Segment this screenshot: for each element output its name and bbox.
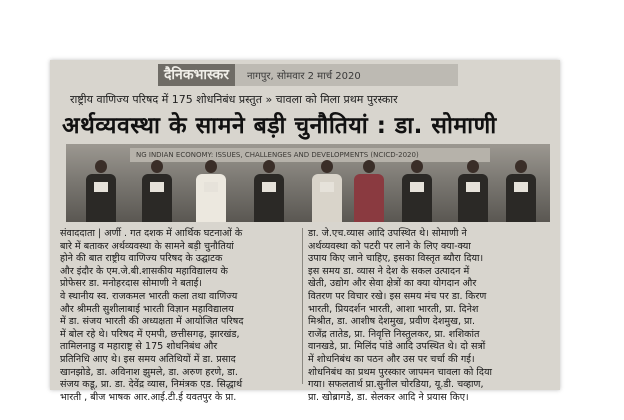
text-line: प्रा. खोब्रागडे, डा. सेलकर आदि ने प्रयास किए। (308, 391, 469, 403)
text-line: गया। सफलतार्थ प्रा.सुनील चोरडिया, यू.डी. चव्हाण, (308, 379, 484, 391)
text-line: प्रतिनिधि आए थे। इस समय अतिथियों में डा. प्रसाद (60, 353, 236, 365)
text-line: और श्रीमती सुशीलाबाई भारती विज्ञान महाविद्यालय (60, 303, 234, 315)
text-line: खानझोडे, डा. अविनाश झुमले, डा. अरुण हरणे, डा. (60, 366, 238, 378)
stage-banner: NG INDIAN ECONOMY: ISSUES, CHALLENGES AND DEVELOPMENTS (NCICD-2020) (130, 148, 490, 162)
person-figure (506, 160, 536, 222)
text-line: बारे में बताकर अर्थव्यवस्था के सामने बड़ी चुनौतियां (60, 240, 234, 252)
person-figure (86, 160, 116, 222)
column-divider (302, 228, 303, 384)
article-headline: अर्थव्यवस्था के सामने बड़ी चुनौतियां : डा. सोमाणी (62, 113, 497, 139)
text-line: संजय कडू, प्रा. डा. देवेंद्र व्यास, निमंत्रक एड. सिद्धार्थ (60, 379, 243, 391)
person-figure (142, 160, 172, 222)
text-line: संवाददाता | अर्णी . गत दशक में आर्थिक घटनाओं के (60, 228, 243, 239)
person-figure (354, 160, 384, 222)
text-line: मिश्रीत, डा. आशीष देशमुख, प्रवीण देशमुख, प्रा. (308, 316, 476, 328)
text-line: राजेंद्र तातेड, प्रा. निवृत्ति निस्तुलकर, प्रा. शशिकांत (308, 328, 480, 340)
newspaper-clipping (50, 60, 560, 403)
article-column-1 (60, 228, 298, 404)
text-line: डा. जे.एच.व्यास आदि उपस्थित थे। सोमाणी ने (308, 228, 467, 239)
person-figure (312, 160, 342, 222)
person-figure (196, 160, 226, 222)
article-kicker: राष्ट्रीय वाणिज्य परिषद में 175 शोधनिबंध प्रस्तुत » चावला को मिला प्रथम पुरस्कार (70, 93, 398, 106)
article-column-2 (308, 228, 552, 404)
text-line: में बोल रहे थे। परिषद में एमपी, छत्तीसगढ़, झारखंड, (60, 328, 240, 340)
text-line: वे स्थानीय स्व. राजकमल भारती कला तथा वाणिज्य (60, 290, 238, 302)
text-line: वानखडे, प्रा. मिलिंद पांडे आदि उपस्थित थे। दो सत्रों (308, 341, 486, 353)
text-line: अर्थव्यवस्था को पटरी पर लाने के लिए क्या-क्या (308, 240, 471, 252)
text-line: खेती, उद्योग और सेवा क्षेत्रों का क्या योगदान और (308, 278, 477, 290)
text-line: उपाय किए जाने चाहिए, इसका विस्तृत ब्यौरा दिया। (308, 253, 484, 265)
text-line: वितरण पर विचार रखे। इस समय मंच पर डा. किरण (308, 290, 487, 302)
masthead (158, 64, 458, 86)
text-line: इस समय डा. व्यास ने देश के सकल उत्पादन में (308, 265, 470, 277)
person-figure (254, 160, 284, 222)
text-line: और इंदौर के एम.जे.बी.शासकीय महाविद्यालय के (60, 265, 228, 277)
event-photo (66, 144, 550, 222)
text-line: भारती, प्रियदर्शन भारती, आशा भारती, प्रा. दिनेश (308, 303, 479, 315)
text-line: शोधनिबंध का प्रथम पुरस्कार जापमन चावला को दिया (308, 366, 492, 378)
text-line: प्रोफेसर डा. मनोहरदास सोमाणी ने बताई। (60, 278, 203, 290)
text-line: तामिलनाडु व महाराष्ट्र से 175 शोधनिबंध और (60, 341, 218, 353)
person-figure (458, 160, 488, 222)
text-line: में शोधनिबंध का पठन और उस पर चर्चा की गई। (308, 353, 475, 365)
text-line: होने की बात राष्ट्रीय वाणिज्य परिषद के उद्घाटक (60, 253, 223, 265)
text-line: भारती , बीज भाषक आर.आई.टी.ई यवतपुर के प्रा. (60, 391, 237, 403)
person-figure (402, 160, 432, 222)
text-line: में डा. संजय भारती की अध्यक्षता में आयोजित परिषद (60, 316, 244, 328)
dateline: नागपुर, सोमवार 2 मार्च 2020 (246, 71, 361, 82)
newspaper-logo: दैनिकभास्कर (158, 64, 235, 86)
